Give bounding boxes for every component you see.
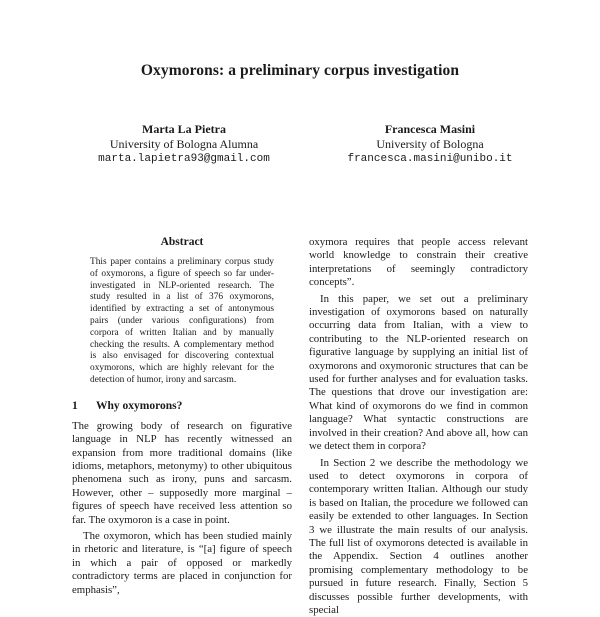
section-number: 1 (72, 400, 96, 412)
author-affiliation: University of Bologna (330, 137, 530, 152)
author-block-1 (84, 122, 284, 167)
author-email[interactable]: marta.lapietra93@gmail.com (84, 152, 284, 167)
paper-title: Oxymorons: a preliminary corpus investigation (0, 62, 600, 80)
author-affiliation: University of Bologna Alumna (84, 137, 284, 152)
left-column (72, 236, 292, 597)
author-block-2 (330, 122, 530, 167)
author-name: Marta La Pietra (84, 122, 284, 137)
paragraph: In this paper, we set out a preliminary investigation of oxymorons based on naturally occurring data from Italian, with a view to contributing to the NLP-oriented research on figurative language by supplying an initial list of oxymorons and oxymoronic structures that can be used for further analyses and for evaluation tasks. The questions that drove our investigation are: What kind of oxymorons do we find in common language? What syntactic constructions are involved in their creation? And above all, how can we detect them in corpora? (309, 293, 528, 454)
section-title: Why oxymorons? (96, 400, 182, 412)
author-email[interactable]: francesca.masini@unibo.it (330, 152, 530, 167)
section-heading (72, 400, 292, 412)
right-column (309, 236, 528, 617)
author-name: Francesca Masini (330, 122, 530, 137)
abstract-heading: Abstract (72, 236, 292, 248)
paragraph: oxymora requires that people access relevant world knowledge to constrain their creative interpretations of seemingly contradictory concepts”. (309, 236, 528, 290)
paragraph: The oxymoron, which has been studied mainly in rhetoric and literature, is “[a] figure of speech in which a pair of opposed or markedly contradictory terms are placed in conjunction for emphasis”, (72, 530, 292, 597)
abstract-text: This paper contains a preliminary corpus study of oxymorons, a figure of speech so far under-investigated in NLP-oriented research. The study resulted in a list of 376 oxymorons, identified by extracting a set of antonymous pairs (under various configurations) from corpora of written Italian and by manually checking the results. A complementary method is also envisaged for discovering contextual oxymorons, which are highly relevant for the detection of humor, irony and sarcasm. (90, 257, 274, 387)
paragraph: In Section 2 we describe the methodology we used to detect oxymorons in corpora of contemporary written Italian. Although our study is based on Italian, the procedure we followed can easily be extended to other languages. In Section 3 we illustrate the main results of our analysis. The full list of oxymorons detected is available in the Appendix. Section 4 outlines another promising complementary methodology to be pursued in future research. Finally, Section 5 discusses possible further developments, with special (309, 457, 528, 617)
paragraph: The growing body of research on figurative language in NLP has recently witnessed an expansion from more traditional domains (like idioms, metaphors, metonymy) to other ubiquitous phenomena such as irony, puns and sarcasm. However, other – supposedly more marginal – figures of speech have received less attention so far. The oxymoron is a case in point. (72, 420, 292, 527)
